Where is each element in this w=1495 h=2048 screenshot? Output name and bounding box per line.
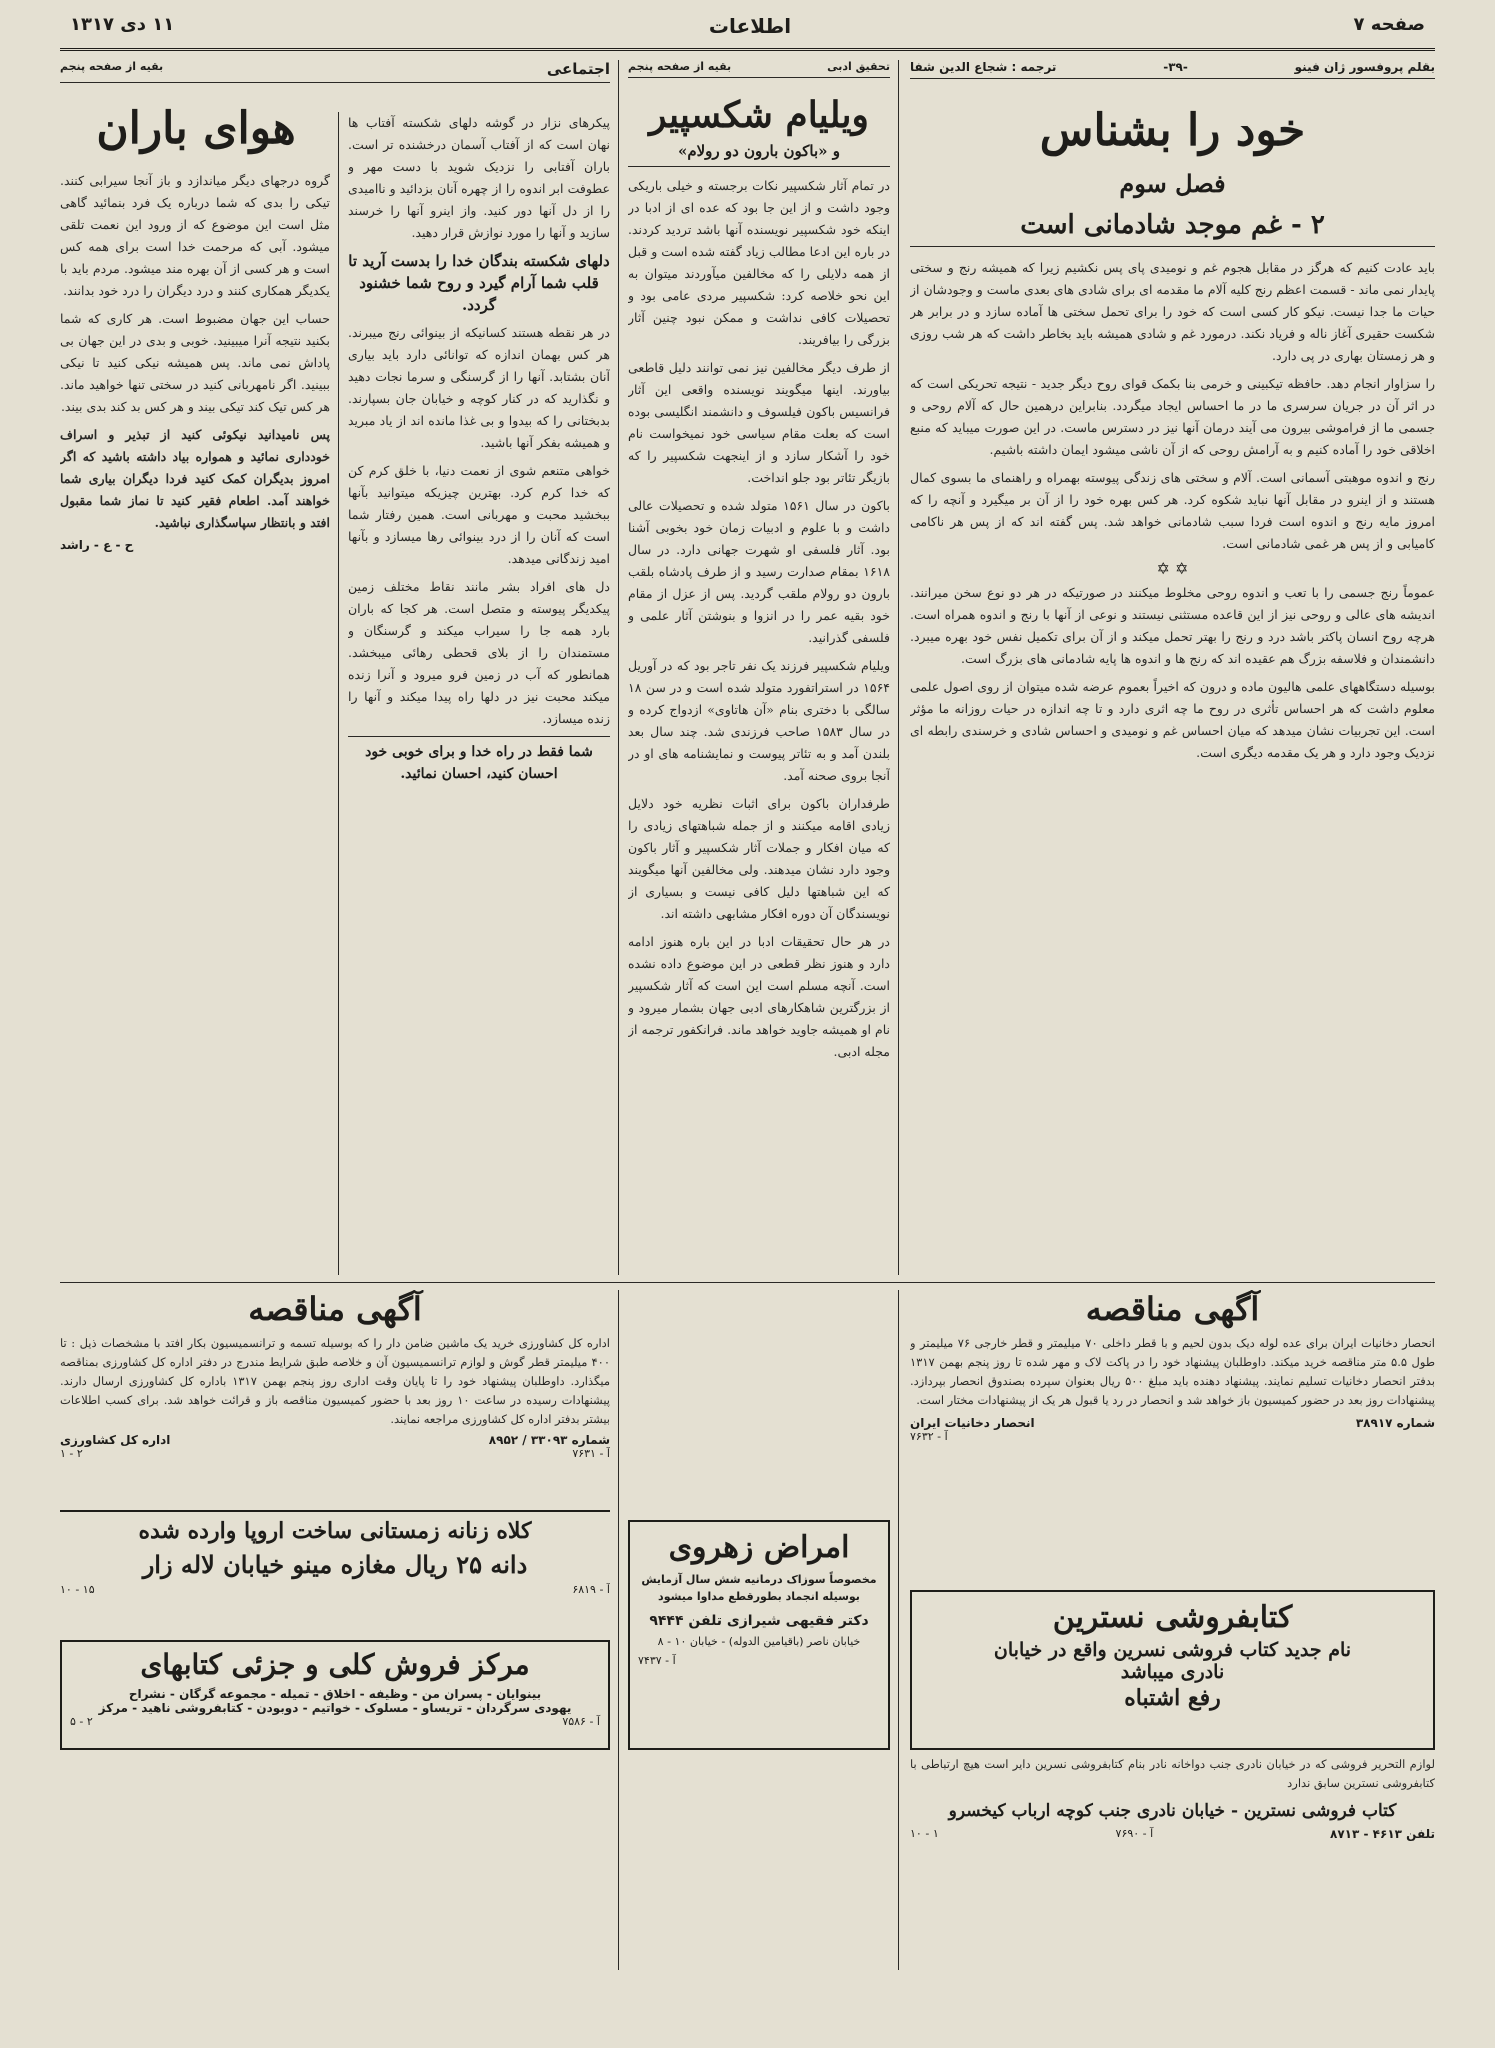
article-paragraph: در تمام آثار شکسپیر نکات برجسته و خیلی باریکی وجود داشت و از این جا بود که عده ای از ادبا در اینکه خود شکسپیر نویسنده آنها باشد تردید کردند. در باره این ادعا مطالب زیاد گفته شده است و قبل از همه دلایلی را که مخالفین میآوردند میتوان به این نحو خلاصه کرد: شکسپیر مردی عامی بود و تحصیلات کافی نداشت و ممکن نبود چنین آثار بزرگی را بیافریند. [628,177,890,347]
paper-name: اطلاعات [708,14,792,38]
issue-date: ۱۱ دی ۱۳۱۷ [70,14,175,35]
ad-line: مخصوصاً سوزاک درمانیه شش سال آزمایش [641,1573,877,1586]
article-title: ویلیام شکسپیر [649,94,869,136]
ad-ref: آ - ۷۶۹۰ [1115,1827,1154,1840]
masthead-rule [60,48,1435,51]
article-paragraph: طرفداران باکون برای اثبات نظریه خود دلایل زیادی اقامه میکنند و از جمله شباهتهای زیادی را که میان افکار و جملات آثار شکسپیر و آثار باکون وجود دارد نشان میدهند. ولی مخالفین آنها میگویند که این شباهتها دلیل کافی نیست و بسیاری از نویسندگان آن دوره افکار مشابهی داشته اند. [628,795,890,921]
article-highlight: شما فقط در راه خدا و برای خوبی خود احسان کنید، احسان نمائید. [348,736,610,785]
ad-tender-agriculture [60,1290,610,1500]
ad-price-line: دانه ۲۵ ریال مغازه مینو خیابان لاله زار [142,1550,528,1579]
article-paragraph: در هر حال تحقیقات ادبا در این باره هنوز ادامه دارد و هنوز نظر قطعی در این موضوع داده نشده است. آنچه مسلم است این است که آثار شکسپیر از بزرگترین شاهکارهای ادبی جهان بشمار میرود و نام او همیشه جاوید خواهد ماند. فرانکفور ترجمه از مجله ادبی. [628,933,890,1059]
article-paragraph: را سزاوار انجام دهد. حافظه تیکبینی و خرمی بنا بکمک قوای روح دیگر جدید - نتیجه تحریکی است که در اثر آن در جریان سرسری ما در ما احساس ایجاد میگردد. بنابراین درهمین حال که آلام روحی و جسمی ما از فراموشی بیرون می آیند درمان آنها نیز در دسترس ماست. در این صورت میباید که منبع اخلاقی خود را آماده کنیم و به آرامش روحی که از آن ناشی میشود ایمان داشته باشیم. [910,376,1435,458]
ad-phone: شماره ۳۳۰۹۳ / ۸۹۵۲ [488,1433,610,1447]
article-rainy-col-right [348,112,610,1272]
article-subtitle: ۲ - غم موجد شادمانی است [910,210,1435,247]
article-know-yourself [910,60,1435,1275]
article-highlight: دلهای شکسته بندگان خدا را بدست آرید تا قلب شما آرام گیرد و روح شما خشنود گردد. [348,252,610,314]
column-rule [898,60,899,1275]
article-translator: ترجمه : شجاع الدین شفا [910,60,1057,74]
article-subtitle: و «باکون بارون دو رولام» [628,142,890,167]
article-number: -۳۹- [1163,60,1188,74]
ad-line: نادری میباشد [1120,1661,1225,1683]
ad-ref: ۲ - ۱ [60,1447,83,1460]
ad-tender-tobacco [910,1290,1435,1580]
article-paragraph: باید عادت کنیم که هرگز در مقابل هجوم غم و نومیدی پای پس نکشیم زیرا که همیشه رنج و سختی پایدار نمی ماند - قسمت اعظم رنج کلیه آلام ما مقدمه ای برای شادی های بعدی ماست و وجودشان از حیات ما جدا نیست. نیکو کار کسی است که خود را برای تحمل سختی ها آماده سازد و در برابر هر شکست حقیری آغاز ناله و فریاد نکند. درمورد غم و شادی همیشه باید بخاطر داشت که هر شب روزی و هر زمستان بهاری در پی دارد. [910,260,1435,364]
article-rainy-col-left [60,170,330,1272]
ad-ref: آ - ۷۶۳۱ [572,1447,610,1460]
ad-line: بوسیله انجماد بطورقطع مداوا میشود [658,1590,860,1603]
ad-ref: ۱۵ - ۱۰ [60,1583,95,1596]
article-shakespeare [628,60,890,1275]
ad-ref: ۱ - ۱۰ [910,1827,939,1840]
section-tag: تحقیق ادبی [827,60,890,73]
ad-ladies-hats [60,1510,610,1630]
ad-ref: آ - ۷۶۳۲ [910,1430,948,1443]
ad-headline: کلاه زنانه زمستانی ساخت اروپا وارده شده [138,1518,532,1544]
ad-title: آگهی مناقصه [1085,1290,1260,1328]
ad-ref: آ - ۷۵۸۶ [562,1715,600,1728]
article-paragraph: پس نامیدانید نیکوئی کنید از تبذیر و اسراف خودداری نمائید و همواره بیاد داشته باشید که اگر امروز بدیگران کمک کنید فردا دیگران بیاری شما خواهند آمد. اطعام فقیر کنید تا نماز شما مقبول افتد و بانتظار سپاسگذاری نباشید. [60,427,330,530]
ad-medical [628,1520,890,1750]
ad-title: کتابفروشی نسترین [1052,1600,1293,1635]
page-number: صفحه ۷ [1353,14,1425,35]
ad-bookstore-footer [910,1755,1435,1955]
ad-correction: رفع اشتباه [1124,1685,1221,1711]
star-divider-icon: ✡ ✡ [1156,559,1189,579]
article-paragraph: دل های افراد بشر مانند نقاط مختلف زمین پیکدیگر پیوسته و متصل است. هر کجا که باران بارد همه جا را سیراب میکند و گرسنگان و مستمندان را از بلای قحطی رهائی میبخشد. همانطور که آب در زمین فرو میرود و آنرا زنده میکند محبت نیز در دلها راه پیدا میکند و آنها را زنده میسازد. [348,579,610,726]
ad-title: آگهی مناقصه [248,1290,422,1328]
ad-ref: آ - ۷۴۳۷ [638,1654,676,1667]
ad-body: انحصار دخانیات ایران برای عده لوله دیک بدون لحیم و با قطر داخلی ۷۰ میلیمتر و قطر خارجی ۷۶ میلیمتر و طول ۵.۵ متر مناقصه خرید میکند. داوطلبان پیشنهاد خود را در پاکت لاک و مهر شده تا روز پنجم بهمن ۱۳۱۷ بدفتر انحصار دخانیات تسلیم نمایند. پیشنهاد دهنده باید مبلغ ۵۰۰ ریال بعنوان سپرده بصندوق انحصار بپردازد. پیشنهادات روز بعد در حضور کمیسیون باز خواهد شد و انحصار در رد یا قبول هر یک از پیشنهادات مختار است. [910,1336,1435,1407]
article-chapter: فصل سوم [1119,169,1226,199]
ad-bookstore-nastarin [910,1590,1435,1750]
ad-title: امراض زهروی [668,1530,850,1565]
article-paragraph: از طرف دیگر مخالفین نیز نمی توانند دلیل قاطعی بیاورند. اینها میگویند نویسنده واقعی این آثار فرانسیس باکون فیلسوف و دانشمند انگلیسی بوده است که بعلت مقام سیاسی خود نمیخواست نام خود را آشکار سازد و از اینجهت شکسپیر را که بازیگر تئاتر بود جلو انداخت. [628,359,890,485]
ad-line: یهودی سرگردان - تریساو - مسلوک - خواتیم - دوبودن - کتابفروشی ناهید - مرکز [98,1701,572,1715]
ad-signer: اداره کل کشاورزی [60,1433,171,1447]
article-paragraph: رنج و اندوه موهبتی آسمانی است. آلام و سختی های زندگی پیوسته بهمراه و راهنمای ما بسوی کمال هستند و از اینرو در مقابل آنها نباید شکوه کرد. هر کس بهره خود را از آن بر میگیرد و آنچه را که امروز مایه رنج و اندوه است فردا سبب شادمانی خواهد شد. پس گفته اند که از پس هر ناکامی کامیابی و از پس هر غمی شادمانی است. [910,470,1435,552]
column-rule [618,60,619,1275]
article-signature: ح - ع - راشد [60,538,134,552]
section-rule [60,1282,1435,1283]
continued-tag: بقیه از صفحه پنجم [628,60,732,73]
ad-signer: انحصار دخانیات ایران [910,1416,1035,1430]
article-paragraph: پیکرهای نزار در گوشه دلهای شکسته آفتاب ها نهان است که از آفتاب آسمان درخشنده تر است. باران آفتابی را نزدیک شوید با دست مهر و عطوفت ابر اندوه را از چهره آنان بزدائید و ناامیدی را از دل آنها دور کنید. واز اینرو آنها را خرسند سازید و آنها را مورد نوازش قرار دهید. [348,115,610,240]
ad-phone: شماره ۳۸۹۱۷ [1355,1416,1435,1430]
article-title: هوای باران [96,103,296,154]
ad-line: بینوایان - پسران من - وظیفه - اخلاق - تمیله - مجموعه گرگان - نشراح [128,1687,542,1701]
ad-ref: ۲ - ۵ [70,1715,93,1728]
article-paragraph: ویلیام شکسپیر فرزند یک نفر تاجر بود که در آوریل ۱۵۶۴ در استراتفورد متولد شده است و در سن ۱۸ سالگی با دختری بنام «آن هاتاوی» ازدواج کرده و در سال ۱۵۸۳ صاحب فرزندی شد. چند سال بعد بلندن آمد و به تئاتر پیوست و نمایشنامه های او در آنجا بروی صحنه آمد. [628,657,890,783]
continued-tag: بقیه از صفحه پنجم [60,60,164,73]
column-rule [618,1290,619,1970]
ad-footer: کتاب فروشی نسترین - خیابان نادری جنب کوچه ارباب کیخسرو [948,1801,1397,1821]
ad-doctor: دکتر فقیهی شیرازی تلفن ۹۴۴۴ [649,1613,869,1629]
ad-line: نام جدید کتاب فروشی نسرین واقع در خیابان [993,1639,1352,1661]
ad-body: لوازم التحریر فروشی که در خیابان نادری جنب دواخانه نادر بنام کتابفروشی نسرین دایر است هیچ ارتباطی با کتابفروشی نسترین سابق ندارد [910,1757,1435,1790]
article-paragraph: خواهی متنعم شوی از نعمت دنیا، با خلق کرم کن که خدا کرم کرد. بهترین چیزیکه میتوانید بآنها ببخشید محبت و مهربانی است. همین رفتار شما است که آنان را از درد بینوائی رها میسازد و بآنها امید زندگانی میدهد. [348,463,610,566]
article-paragraph: عموماً رنج جسمی را با تعب و اندوه روحی مخلوط میکنند در صورتیکه در هر دو نوع سخن میرانند. اندیشه های عالی و روحی نیز از این قاعده مستثنی نیستند و نوعی از آنها با رنج و اندوه همراه است. هرچه روح انسان پاکتر باشد درد و رنج را بهتر تحمل میکند و از آن برای تکمیل نفس خود بهره میبرد. دانشمندان و فلاسفه بزرگ هم عقیده اند که رنج ها و اندوه ها پایه شادمانی های بزرگ است. [910,585,1435,667]
ad-body: اداره کل کشاورزی خرید یک ماشین ضامن دار را که بوسیله تسمه و ترانسمیسیون بکار افتد با مشخصات ذیل : تا ۴۰۰ میلیمتر قطر گوش و لوازم ترانسمیسیون آن و خلاصه طبق شرایط مندرج در دفتر اداره کل کشاورزی بمناقصه میگذارد. داوطلبان پیشنهاد خود را تا پایان وقت اداری روز پنجم بهمن ۱۳۱۷ باداره کل کشاورزی ارسال دارند. پیشنهادات رسیده در ساعت ۱۰ روز بعد با حضور کمیسیون مناقصه باز و قرائت خواهد شد. برای کسب اطلاعات بیشتر بدفتر اداره کل کشاورزی مراجعه نمایند. [60,1336,610,1426]
ad-ref: آ - ۶۸۱۹ [572,1583,610,1596]
article-paragraph: در هر نقطه هستند کسانیکه از بینوائی رنج میبرند. هر کس بهمان اندازه که توانائی دارد باید بیاری آنان بشتابد. آنها را از گرسنگی و سرما نجات دهید و نگذارید که در کنار کوچه و خیابان جان بسپارند. بدبختانی را که بیدوا و بی غذا مانده اند از یاد مبرید و همیشه بفکر آنها باشید. [348,325,610,450]
article-paragraph: گروه درجهای دیگر میاندازد و باز آنجا سیرابی کنند. تیکی را بدی که شما درباره یک فرد بنمائید گاهی مثل است این موضوع که از ورود این نعمت تلقی میشود. آبی که مرحمت خدا است برای همه کس است و هر کسی از آن بهره مند میشود. مردم باید با یکدیگر همکاری کنند و درد دیگران را درد خود بدانند. [60,173,330,298]
article-paragraph: باکون در سال ۱۵۶۱ متولد شده و تحصیلات عالی داشت و با علوم و ادبیات زمان خود بخوبی آشنا بود. آثار فلسفی او شهرت جهانی دارد. در سال ۱۶۱۸ بمقام صدارت رسید و از طرف پادشاه بلقب بارون دو رولام ملقب گردید. پس از عزل از مقام خود بقیه عمر را در انزوا و بنوشتن آثار علمی و فلسفی گذرانید. [628,497,890,645]
section-tag: اجتماعی [546,60,610,78]
article-title: خود را بشناس [1039,105,1306,156]
ad-title: مرکز فروش کلی و جزئی کتابهای [140,1648,530,1681]
article-paragraph: حساب این جهان مضبوط است. هر کاری که شما بکنید نتیجه آنرا میبینید. خوبی و بدی در این جهان بی پاداش نمی ماند. پس همیشه نیکی کنید تا نیکی ببینید. اگر نامهربانی کنید در سختی تنها خواهید ماند. هر کس تیک کند تیکی بیند و هر کس بد کند بدی بیند. [60,311,330,414]
article-byline: بقلم پروفسور ژان فینو [1294,60,1435,74]
ad-phone: تلفن ۴۶۱۳ - ۸۷۱۳ [1330,1827,1435,1841]
column-rule [898,1290,899,1970]
article-paragraph: بوسیله دستگاههای علمی هالیون ماده و درون که اخیراً بعموم عرضه شده میتوان از روی اصول علمی معلوم داشت که هر احساس تأثری در روح ما چه اثری دارد و تا چه اندازه در حیات روزانه ما مؤثر است. این تجربیات نشان میدهد که میان احساس غم و نومیدی و احساس شادی و خرسندی رابطه ای نزدیک وجود دارد و هر یک مقدمه دیگری است. [910,679,1435,761]
ad-address: خیابان ناصر (باقیامین الدوله) - خیابان ۱۰ - ۸ [657,1635,861,1648]
ad-book-center [60,1640,610,1750]
